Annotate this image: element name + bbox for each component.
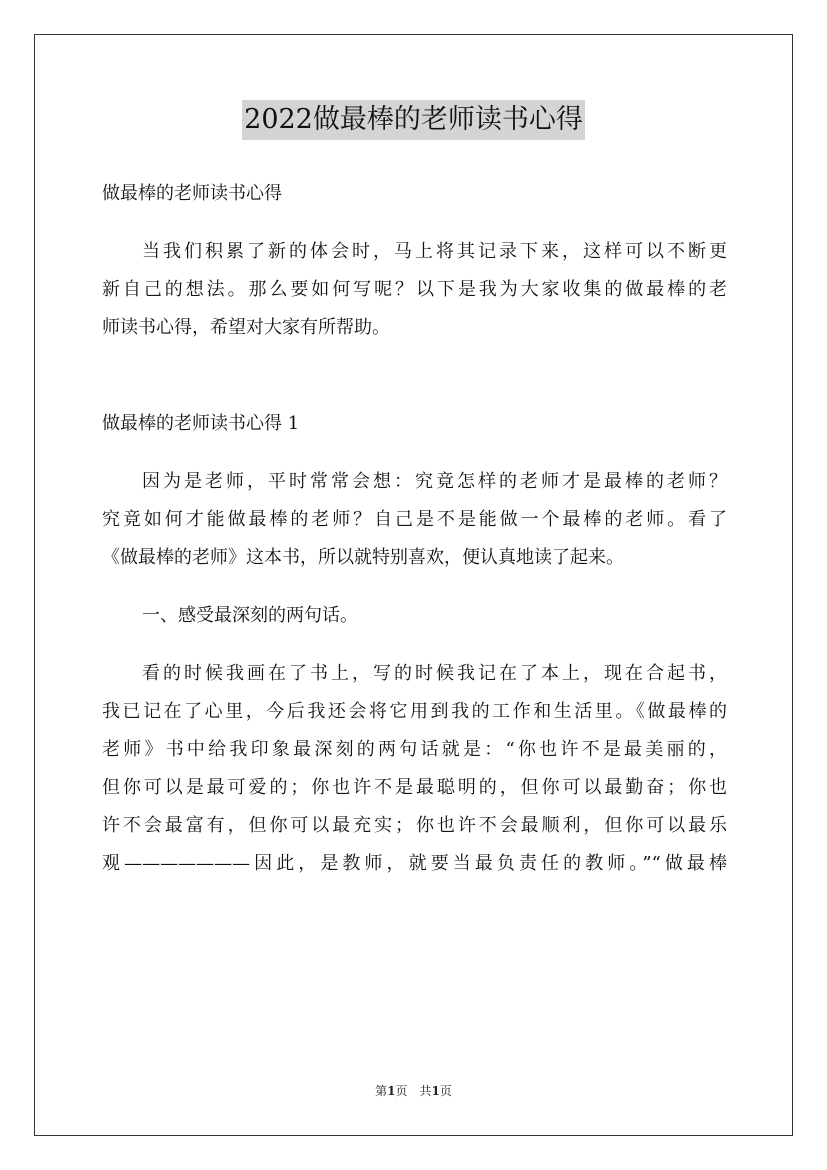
spacer (102, 213, 727, 233)
document-title: 2022做最棒的老师读书心得 (242, 100, 585, 140)
footer-page-total: 1 (431, 1084, 440, 1098)
para1-line-2: 究竟如何才能做最棒的老师？自己是不是能做一个最棒的老师。看了 (102, 509, 727, 530)
document-body (102, 175, 727, 883)
intro-line-1: 当我们积累了新的体会时，马上将其记录下来，这样可以不断更 (142, 241, 727, 262)
para2-line-4: 但你可以是最可爱的；你也许不是最聪明的，但你可以最勤奋；你也 (102, 777, 727, 798)
para2-line-2: 我已记在了心里，今后我还会将它用到我的工作和生活里。《做最棒的 (102, 701, 727, 722)
spacer (102, 385, 727, 405)
para2-line-6: 观———————因此，是教师，就要当最负责任的教师。”“做最棒 (102, 853, 727, 874)
page-footer (0, 1083, 827, 1099)
intro-line-2: 新自己的想法。那么要如何写呢？以下是我为大家收集的做最棒的老 (102, 279, 727, 300)
spacer (102, 577, 727, 597)
para2-line-1: 看的时候我画在了书上，写的时候我记在了本上，现在合起书， (142, 663, 727, 684)
para2-line-5: 许不会最富有，但你可以最充实；你也许不会最顺利，但你可以最乐 (102, 815, 727, 836)
footer-prefix: 第 (375, 1084, 388, 1098)
section-heading: 做最棒的老师读书心得 1 (102, 413, 300, 434)
main-heading: 做最棒的老师读书心得 (102, 183, 282, 204)
footer-page-current: 1 (387, 1084, 396, 1098)
footer-mid: 页 共 (395, 1084, 432, 1098)
spacer (102, 347, 727, 385)
spacer (102, 635, 727, 655)
intro-line-3: 师读书心得，希望对大家有所帮助。 (102, 317, 390, 338)
spacer (102, 443, 727, 463)
title-wrap (0, 100, 827, 140)
para1-line-1: 因为是老师，平时常常会想：究竟怎样的老师才是最棒的老师？ (142, 471, 727, 492)
para2-line-3: 老师》书中给我印象最深刻的两句话就是：“你也许不是最美丽的， (102, 739, 727, 760)
footer-suffix: 页 (439, 1084, 452, 1098)
subheading: 一、感受最深刻的两句话。 (142, 605, 358, 626)
para1-line-3: 《做最棒的老师》这本书，所以就特别喜欢，便认真地读了起来。 (102, 547, 624, 568)
